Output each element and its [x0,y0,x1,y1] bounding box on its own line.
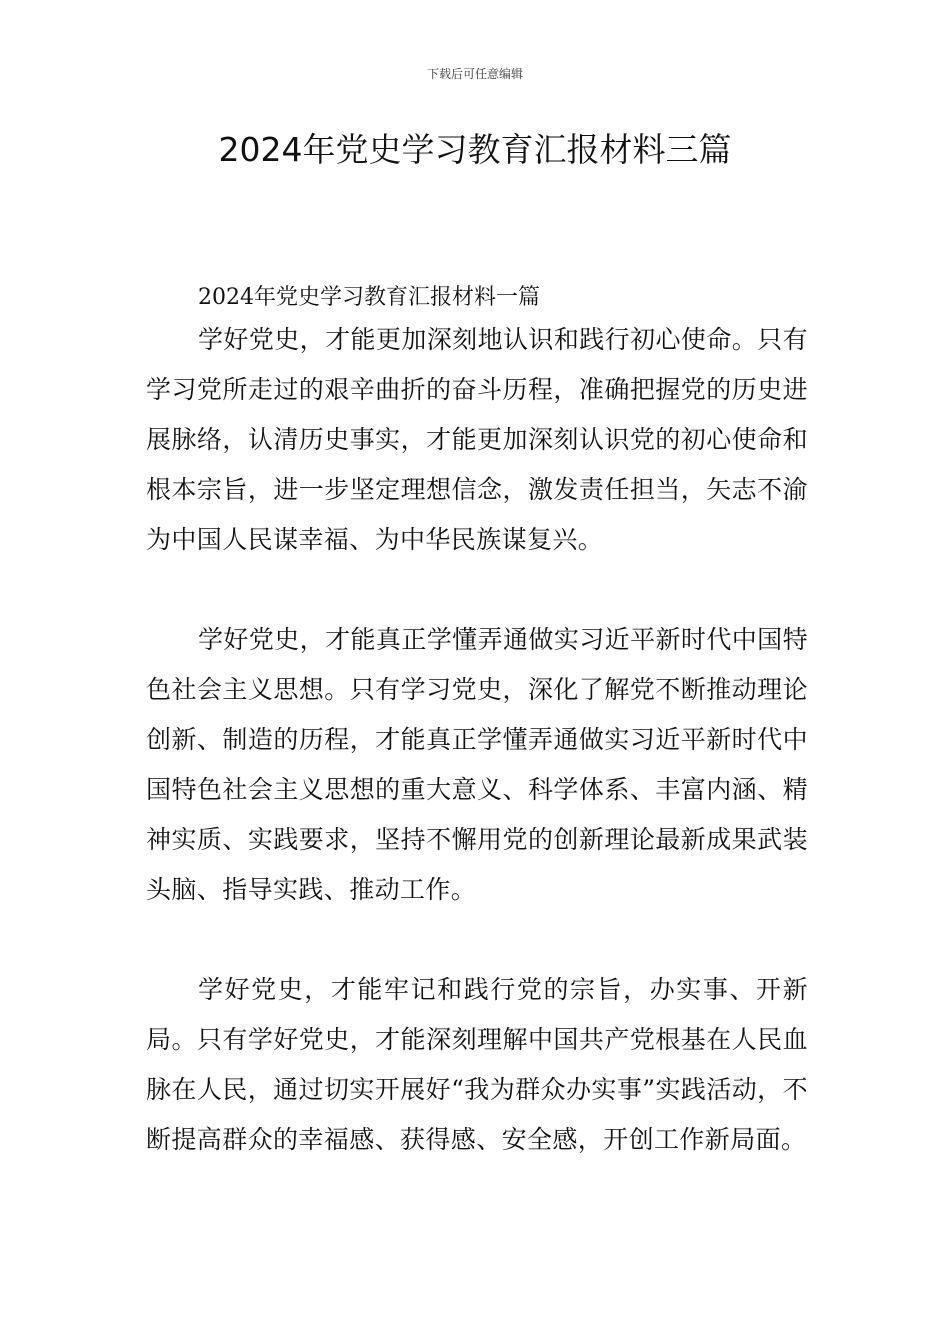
document-body [146,280,808,1165]
paragraph-3: 学好党史，才能牢记和践行党的宗旨，办实事、开新局。只有学好党史，才能深刻理解中国共产党根基在人民血脉在人民，通过切实开展好“我为群众办实事”实践活动，不断提高群众的幸福感、获得感、安全感，开创工作新局面。 [146,975,808,1154]
paragraph-1: 学好党史，才能更加深刻地认识和践行初心使命。只有学习党所走过的艰辛曲折的奋斗历程，准确把握党的历史进展脉络，认清历史事实，才能更加深刻认识党的初心使命和根本宗旨，进一步坚定理想信念，激发责任担当，矢志不渝为中国人民谋幸福、为中华民族谋复兴。 [146,325,808,554]
section-subtitle: 2024年党史学习教育汇报材料一篇 [198,285,540,310]
page-header-note: 下载后可任意编辑 [426,67,523,81]
paragraph-2: 学好党史，才能真正学懂弄通做实习近平新时代中国特色社会主义思想。只有学习党史，深化了解党不断推动理论创新、制造的历程，才能真正学懂弄通做实习近平新时代中国特色社会主义思想的重大意义、科学体系、丰富内涵、精神实质、实践要求，坚持不懈用党的创新理论最新成果武装头脑、指导实践、推动工作。 [146,625,808,904]
document-title: 2024年党史学习教育汇报材料三篇 [218,130,732,169]
